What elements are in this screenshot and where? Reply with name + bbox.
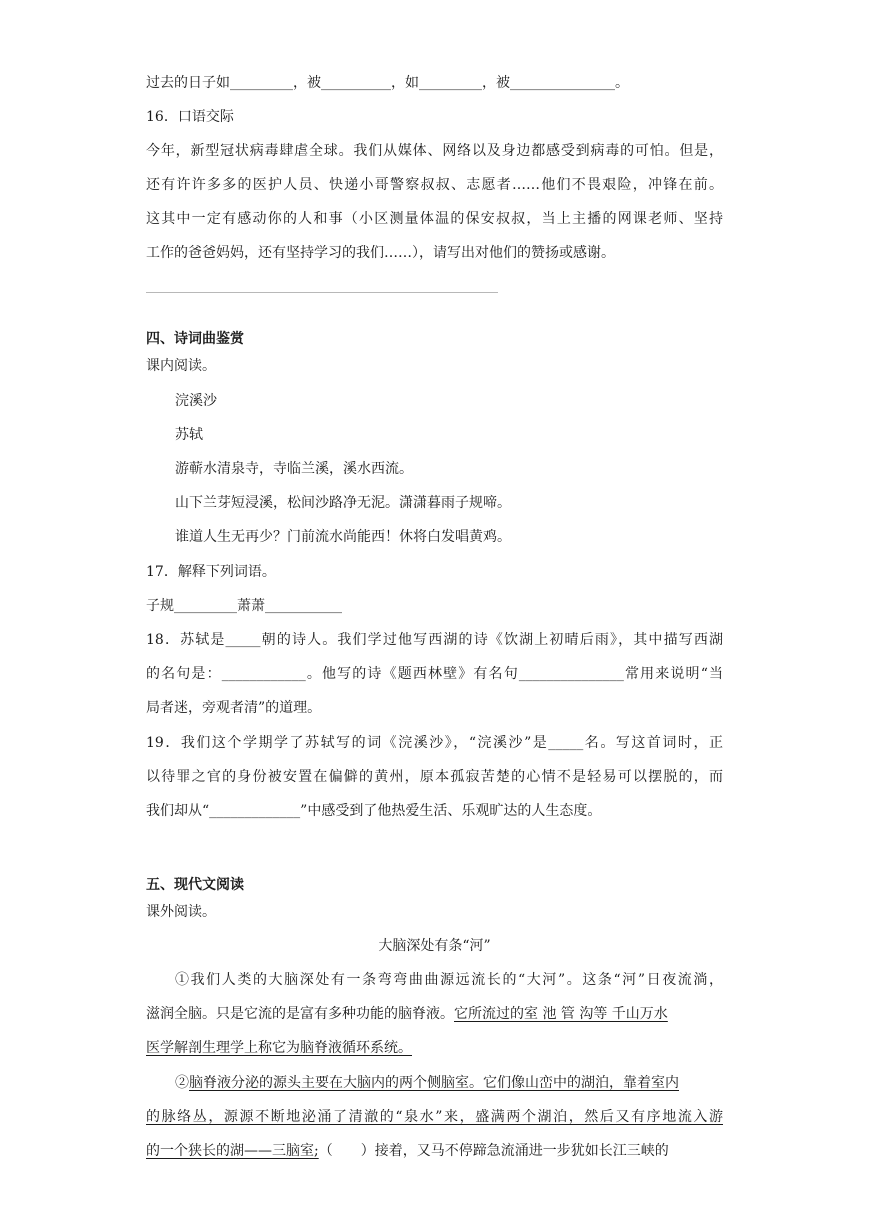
poem-line-1: 山下兰芽短浸溪，松间沙路净无泥。潇潇暮雨子规啼。 [175,495,511,511]
q19-line-3: 我们却从“_____________”中感受到了他热爱生活、乐观旷达的人生态度。 [146,803,602,819]
answer-line-days: 过去的日子如_________，被__________，如_________，被_______________。 [146,75,629,91]
q16-para-line-2: 还有许许多多的医护人员、快递小哥警察叔叔、志愿者……他们不畏艰险，冲锋在前。 [146,177,723,193]
section-5-title: 五、现代文阅读 [146,877,244,893]
q17-title: 17．解释下列词语。 [146,564,276,580]
article-text: 滋润全脑。只是它流的是富有多种功能的脑脊液。 [146,1006,454,1022]
para-number: ② [175,1075,189,1091]
poem-author: 苏轼 [175,427,203,443]
q16-title: 16．口语交际 [146,109,234,125]
underlined-text: 的一个狭长的湖——三脑室; [146,1143,319,1159]
q18-line-3: 局者迷，旁观者清”的道理。 [146,700,322,716]
article-para-2-line-2: 的脉络丛，源源不断地泌涌了清澈的“泉水”来，盛满两个湖泊，然后又有序地流入游 [146,1109,723,1125]
underlined-text: 脑脊液分泌的源头主要在大脑内的两个侧脑室。它们像山峦中的湖泊，靠着室内 [189,1075,679,1091]
q16-para-line-3: 这其中一定有感动你的人和事（小区测量体温的保安叔叔，当上主播的网课老师、坚持 [146,211,723,227]
q17-body: 子规_________萧萧___________ [146,598,342,614]
article-para-1-line-3: 医学解剖生理学上称它为脑脊液循环系统。 [146,1040,412,1056]
article-para-2-line-3 [146,1141,669,1161]
poem-line-2: 谁道人生无再少？门前流水尚能西！休将白发唱黄鸡。 [175,529,511,545]
q16-para-line-4: 工作的爸爸妈妈，还有坚持学习的我们……），请写出对他们的赞扬或感谢。 [146,245,615,261]
answer-rule [146,292,498,293]
article-para-1-line-1: ①我们人类的大脑深处有一条弯弯曲曲源远流长的“大河”。这条“河”日夜流淌， [175,972,723,988]
section-5-intro: 课外阅读。 [146,904,216,920]
q19-line-2: 以待罪之官的身份被安置在偏僻的黄州，原本孤寂苦楚的心情不是轻易可以摆脱的，而 [146,769,723,785]
article-title: 大脑深处有条“河” [378,938,491,954]
q19-line-1: 19．我们这个学期学了苏轼写的词《浣溪沙》，“浣溪沙”是_____名。写这首词时，正 [146,735,723,751]
article-para-1-line-2 [146,1004,668,1024]
article-para-2-line-1 [175,1073,679,1093]
section-4-title: 四、诗词曲鉴赏 [146,331,244,347]
poem-preface: 游蕲水清泉寺，寺临兰溪，溪水西流。 [175,461,413,477]
section-4-intro: 课内阅读。 [146,358,216,374]
poem-title: 浣溪沙 [175,393,217,409]
q18-line-1: 18．苏轼是_____朝的诗人。我们学过他写西湖的诗《饮湖上初晴后雨》，其中描写西湖 [146,632,723,648]
underlined-text: 它所流过的室 池 管 沟等 千山万水 [454,1006,668,1022]
article-text: （ ）接着，又马不停蹄急流涌进一步犹如长江三峡的 [318,1143,669,1159]
q16-para-line-1: 今年，新型冠状病毒肆虐全球。我们从媒体、网络以及身边都感受到病毒的可怕。但是， [146,143,723,159]
q18-line-2: 的名句是：____________。他写的诗《题西林壁》有名句_______________常用来说明“当 [146,666,723,682]
